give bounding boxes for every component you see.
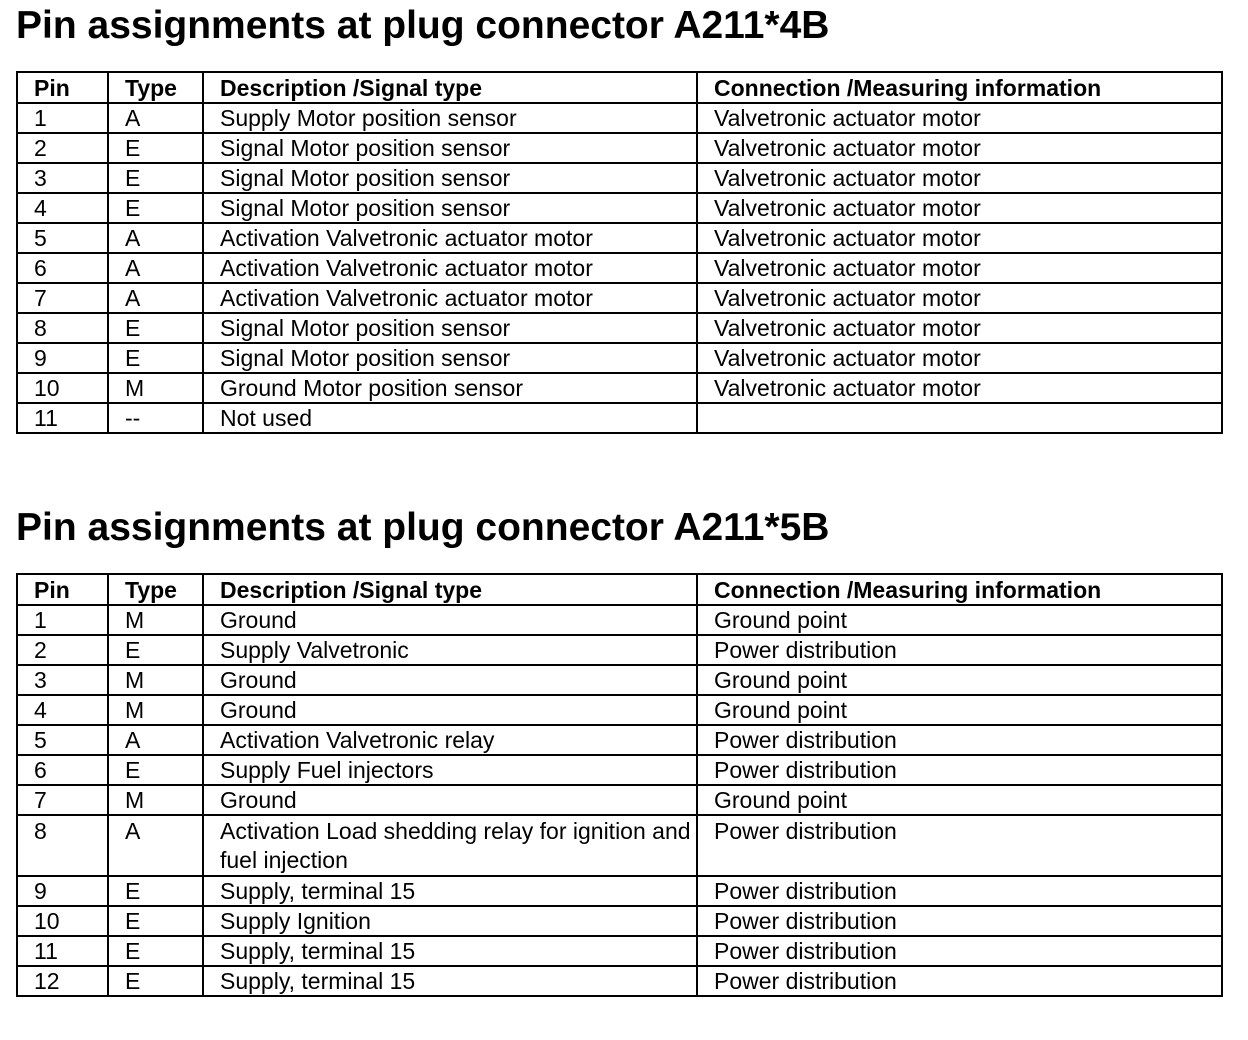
type-cell: -- [108,403,203,433]
table-row [17,906,1222,936]
description-cell: Activation Valvetronic relay [203,725,697,755]
table-row [17,725,1222,755]
type-cell: E [108,906,203,936]
header-description: Description /Signal type [203,574,697,605]
connection-cell: Valvetronic actuator motor [697,343,1222,373]
pin-cell: 11 [17,936,108,966]
type-cell: M [108,605,203,635]
connection-cell: Ground point [697,665,1222,695]
description-cell: Not used [203,403,697,433]
header-type: Type [108,72,203,103]
section-title-a211-5b: Pin assignments at plug connector A211*5B [16,506,830,549]
header-pin: Pin [17,574,108,605]
description-cell: Activation Valvetronic actuator motor [203,253,697,283]
table-row [17,936,1222,966]
description-cell: Signal Motor position sensor [203,193,697,223]
description-cell: Signal Motor position sensor [203,343,697,373]
connection-cell [697,403,1222,433]
type-cell: A [108,283,203,313]
pin-cell: 10 [17,373,108,403]
table-row [17,343,1222,373]
description-cell: Ground [203,695,697,725]
pin-cell: 12 [17,966,108,996]
table-row [17,283,1222,313]
pin-cell: 4 [17,193,108,223]
pin-cell: 6 [17,253,108,283]
header-pin: Pin [17,72,108,103]
description-cell: Activation Valvetronic actuator motor [203,283,697,313]
type-cell: A [108,815,203,876]
connection-cell: Power distribution [697,906,1222,936]
type-cell: E [108,343,203,373]
table-row [17,635,1222,665]
description-cell: Supply, terminal 15 [203,966,697,996]
pin-cell: 1 [17,605,108,635]
pin-cell: 4 [17,695,108,725]
table-row [17,403,1222,433]
table-row [17,253,1222,283]
description-cell: Ground Motor position sensor [203,373,697,403]
pin-cell: 6 [17,755,108,785]
table-row [17,815,1222,876]
description-cell: Ground [203,785,697,815]
pin-cell: 3 [17,665,108,695]
connection-cell: Valvetronic actuator motor [697,373,1222,403]
pin-cell: 9 [17,876,108,906]
description-cell: Supply, terminal 15 [203,936,697,966]
description-cell: Supply Ignition [203,906,697,936]
description-cell: Signal Motor position sensor [203,133,697,163]
connection-cell: Valvetronic actuator motor [697,283,1222,313]
pin-cell: 2 [17,133,108,163]
type-cell: M [108,695,203,725]
connection-cell: Power distribution [697,876,1222,906]
table-row [17,876,1222,906]
table-row [17,193,1222,223]
pin-cell: 11 [17,403,108,433]
table-row [17,966,1222,996]
connection-cell: Power distribution [697,936,1222,966]
connection-cell: Ground point [697,695,1222,725]
pin-cell: 1 [17,103,108,133]
type-cell: E [108,163,203,193]
description-cell: Supply Motor position sensor [203,103,697,133]
type-cell: M [108,665,203,695]
connection-cell: Valvetronic actuator motor [697,193,1222,223]
pin-cell: 8 [17,815,108,876]
pin-cell: 8 [17,313,108,343]
connection-cell: Ground point [697,785,1222,815]
table-header-row [17,72,1222,103]
connection-cell: Power distribution [697,966,1222,996]
table-row [17,103,1222,133]
pin-cell: 5 [17,223,108,253]
table-row [17,373,1222,403]
type-cell: E [108,966,203,996]
type-cell: M [108,373,203,403]
type-cell: A [108,725,203,755]
description-cell: Signal Motor position sensor [203,163,697,193]
connection-cell: Valvetronic actuator motor [697,313,1222,343]
header-type: Type [108,574,203,605]
type-cell: E [108,635,203,665]
connection-cell: Ground point [697,605,1222,635]
description-cell: Supply Fuel injectors [203,755,697,785]
pin-cell: 10 [17,906,108,936]
table-row [17,313,1222,343]
table-row [17,695,1222,725]
type-cell: E [108,133,203,163]
description-cell: Ground [203,605,697,635]
table-row [17,223,1222,253]
table-row [17,163,1222,193]
connection-cell: Power distribution [697,815,1222,876]
pin-cell: 7 [17,785,108,815]
type-cell: M [108,785,203,815]
connection-cell: Valvetronic actuator motor [697,253,1222,283]
connection-cell: Valvetronic actuator motor [697,163,1222,193]
connection-cell: Power distribution [697,725,1222,755]
description-cell: Signal Motor position sensor [203,313,697,343]
header-connection: Connection /Measuring information [697,72,1222,103]
type-cell: E [108,193,203,223]
type-cell: E [108,876,203,906]
pin-cell: 7 [17,283,108,313]
pin-table-a211-5b [16,573,1223,997]
description-cell: Activation Valvetronic actuator motor [203,223,697,253]
table-row [17,605,1222,635]
table-row [17,785,1222,815]
pin-cell: 3 [17,163,108,193]
pin-cell: 2 [17,635,108,665]
type-cell: A [108,223,203,253]
connection-cell: Valvetronic actuator motor [697,223,1222,253]
connection-cell: Power distribution [697,635,1222,665]
type-cell: E [108,755,203,785]
table-row [17,665,1222,695]
table-row [17,133,1222,163]
pin-table-a211-4b [16,71,1223,434]
section-title-a211-4b: Pin assignments at plug connector A211*4B [16,4,830,47]
connection-cell: Valvetronic actuator motor [697,103,1222,133]
description-cell: Ground [203,665,697,695]
connection-cell: Valvetronic actuator motor [697,133,1222,163]
header-description: Description /Signal type [203,72,697,103]
description-cell: Activation Load shedding relay for ignition and fuel injection [203,815,697,876]
table-header-row [17,574,1222,605]
description-cell: Supply Valvetronic [203,635,697,665]
type-cell: E [108,936,203,966]
pin-cell: 5 [17,725,108,755]
table-row [17,755,1222,785]
type-cell: A [108,253,203,283]
type-cell: E [108,313,203,343]
description-cell: Supply, terminal 15 [203,876,697,906]
connection-cell: Power distribution [697,755,1222,785]
pin-cell: 9 [17,343,108,373]
header-connection: Connection /Measuring information [697,574,1222,605]
type-cell: A [108,103,203,133]
